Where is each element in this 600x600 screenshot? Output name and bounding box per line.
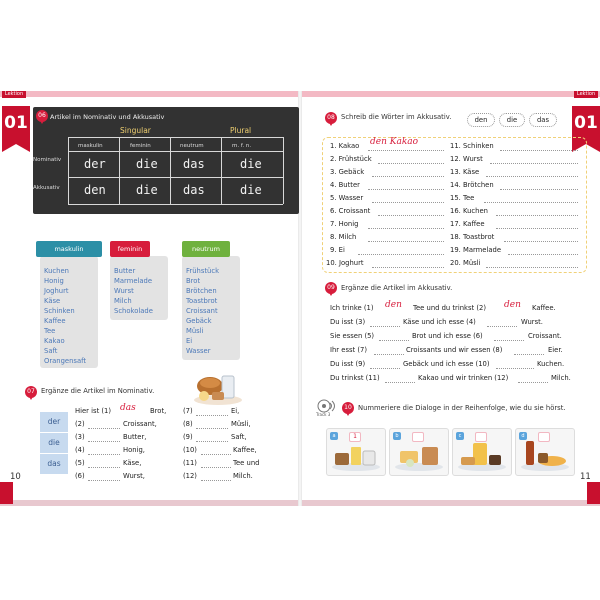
noun-item: Wasser <box>186 347 211 355</box>
col-feminin: feminin <box>130 143 151 149</box>
ex07-item-2-tail: Croissant, <box>123 420 157 428</box>
track-label: Track 3 <box>316 412 331 417</box>
ex09-line-3c: Croissant. <box>528 332 562 340</box>
ex09-line-6c: Milch. <box>551 374 571 382</box>
breakfast-illustration <box>192 366 244 406</box>
col-neutrum: neutrum <box>180 143 204 149</box>
corner-flag-right <box>587 482 600 504</box>
picture-label: b <box>393 432 401 440</box>
noun-item: Croissant <box>186 307 218 315</box>
noun-item: Honig <box>44 277 64 285</box>
col-plural: m. f. n. <box>232 143 252 149</box>
noun-item: Marmelade <box>114 277 153 285</box>
ex08-word: 14. Brötchen <box>450 181 494 189</box>
ex09-line-4b: Croissants und wir essen (8) <box>406 346 503 354</box>
ex08-word: 9. Ei <box>330 246 345 254</box>
ex07-item-2: (2) <box>75 420 85 428</box>
noun-item: Frühstück <box>186 267 220 275</box>
ex08-word: 7. Honig <box>330 220 359 228</box>
noun-item: Müsli <box>186 327 204 335</box>
answer-line[interactable] <box>368 150 444 151</box>
ex07-item-11: (11) <box>183 459 197 467</box>
ex09-line-2b: Käse und ich esse (4) <box>403 318 476 326</box>
picture-label: a <box>330 432 338 440</box>
answer-line[interactable] <box>370 368 400 369</box>
ex09-line-2a: Du isst (3) <box>330 318 366 326</box>
picture-label: d <box>519 432 527 440</box>
answer-line[interactable] <box>486 267 578 268</box>
answer-line[interactable] <box>88 480 120 481</box>
exercise-06-title: Artikel im Nominativ und Akkusativ <box>50 113 165 121</box>
answer-line[interactable] <box>372 176 444 177</box>
answer-line[interactable] <box>196 428 228 429</box>
ex07-item-5: (5) <box>75 459 85 467</box>
audio-track-icon[interactable] <box>316 399 338 416</box>
noun-item: Saft <box>44 347 58 355</box>
exercise-08-instruction: Schreib die Wörter im Akkusativ. <box>341 113 452 121</box>
answer-line[interactable] <box>196 415 228 416</box>
answer-line[interactable] <box>372 267 444 268</box>
left-bottom-bar <box>0 500 298 506</box>
breakfast-drawing-c <box>453 429 511 475</box>
neutrum-ribbon: neutrum <box>182 241 230 257</box>
noun-item: Kuchen <box>44 267 69 275</box>
ex08-word: 15. Tee <box>450 194 475 202</box>
ex07-item-3-tail: Butter, <box>123 433 147 441</box>
page-number-right: 11 <box>580 472 591 482</box>
noun-item: Brot <box>186 277 201 285</box>
plural-label: Plural <box>230 126 252 135</box>
ex07-item-9-tail: Saft, <box>231 433 247 441</box>
noun-item: Orangensaft <box>44 357 87 365</box>
chalk-line <box>68 137 69 204</box>
answer-line[interactable] <box>496 228 578 229</box>
answer-line[interactable] <box>358 254 444 255</box>
ex09-line-5c: Kuchen. <box>537 360 565 368</box>
exercise-08-pin: 08 <box>325 112 337 124</box>
ex09-line-5a: Du isst (9) <box>330 360 366 368</box>
breakfast-drawing-a <box>327 429 385 475</box>
ex09-line-3a: Sie essen (5) <box>330 332 375 340</box>
answer-line[interactable] <box>196 441 228 442</box>
ex08-word: 19. Marmelade <box>450 246 502 254</box>
noun-item: Joghurt <box>44 287 69 295</box>
answer-line[interactable] <box>374 354 404 355</box>
ex07-item-8: (8) <box>183 420 193 428</box>
ex08-word: 12. Wurst <box>450 155 483 163</box>
ex08-word: 17. Kaffee <box>450 220 485 228</box>
ex07-item-11-tail: Tee und <box>233 459 260 467</box>
akk-feminin: die <box>136 183 158 197</box>
answer-line[interactable] <box>378 163 444 164</box>
lektion-tag-left: Lektion <box>2 91 26 98</box>
ex07-item-6-tail: Wurst, <box>123 472 145 480</box>
ex09-line-4a: Ihr esst (7) <box>330 346 367 354</box>
answer-line[interactable] <box>514 354 544 355</box>
singular-label: Singular <box>120 126 151 135</box>
left-top-bar <box>0 91 298 97</box>
answer-line[interactable] <box>88 454 120 455</box>
ex07-item-10: (10) <box>183 446 197 454</box>
dialog-picture-b <box>389 428 449 476</box>
answer-line[interactable] <box>368 189 444 190</box>
breakfast-drawing-d <box>516 429 574 475</box>
lektion-tag-right: Lektion <box>574 91 598 98</box>
ex09-line-1b: Tee und du trinkst (2) <box>413 304 486 312</box>
ex07-example-answer: das <box>120 403 136 413</box>
answer-line[interactable] <box>385 382 415 383</box>
row-akkusativ: Akkusativ <box>33 185 60 191</box>
exercise-06-pin: 06 <box>36 110 48 122</box>
noun-item: Brötchen <box>186 287 217 295</box>
nom-plural: die <box>240 157 262 171</box>
chalk-line <box>68 137 283 138</box>
answer-line[interactable] <box>201 480 231 481</box>
noun-item: Milch <box>114 297 132 305</box>
noun-item: Gebäck <box>186 317 212 325</box>
answer-line[interactable] <box>370 326 400 327</box>
ex08-example-answer: den Kakao <box>370 137 419 147</box>
ex07-item-10-tail: Kaffee, <box>233 446 257 454</box>
corner-flag-left <box>0 482 13 504</box>
ex07-item-1-tail: Brot, <box>150 407 167 415</box>
chip-den: den <box>467 113 495 127</box>
answer-line[interactable] <box>500 150 578 151</box>
ex07-item-5-tail: Käse, <box>123 459 142 467</box>
nom-feminin: die <box>136 157 158 171</box>
ex08-word: 4. Butter <box>330 181 360 189</box>
exercise-09-pin: 09 <box>325 282 337 294</box>
ex08-word: 8. Milch <box>330 233 357 241</box>
noun-item: Ei <box>186 337 193 345</box>
ex07-item-6: (6) <box>75 472 85 480</box>
answer-line[interactable] <box>378 215 444 216</box>
ex07-item-3: (3) <box>75 433 85 441</box>
akk-neutrum: das <box>183 183 205 197</box>
ex08-word: 16. Kuchen <box>450 207 488 215</box>
ex07-item-4-tail: Honig, <box>123 446 145 454</box>
nom-neutrum: das <box>183 157 205 171</box>
answer-line[interactable] <box>504 241 578 242</box>
lesson-number-left: 01 <box>2 106 30 144</box>
col-maskulin: maskulin <box>78 143 103 149</box>
ex08-word: 18. Toastbrot <box>450 233 495 241</box>
ex07-item-12: (12) <box>183 472 197 480</box>
answer-line[interactable] <box>379 340 409 341</box>
ex09-line-6a: Du trinkst (11) <box>330 374 380 382</box>
right-top-bar <box>302 91 600 97</box>
ex09-line-6b: Kakao und wir trinken (12) <box>418 374 509 382</box>
answer-line[interactable] <box>372 202 444 203</box>
answer-line[interactable] <box>88 428 120 429</box>
noun-item: Schinken <box>44 307 75 315</box>
ex09-line-2c: Wurst. <box>521 318 543 326</box>
noun-item: Kakao <box>44 337 65 345</box>
akk-plural: die <box>240 183 262 197</box>
answer-line[interactable] <box>490 163 578 164</box>
noun-item: Wurst <box>114 287 134 295</box>
chalk-line <box>119 137 120 204</box>
breakfast-drawing-b <box>390 429 448 475</box>
nom-maskulin: der <box>84 157 106 171</box>
chalk-line <box>68 177 283 178</box>
chalk-line <box>68 151 283 152</box>
maskulin-ribbon: maskulin <box>36 241 102 257</box>
ex07-item-1: Hier ist (1) <box>75 407 112 415</box>
answer-line[interactable] <box>368 241 444 242</box>
noun-item: Käse <box>44 297 61 305</box>
picture-answer: 1 <box>353 433 357 440</box>
answer-line[interactable] <box>508 254 578 255</box>
answer-line[interactable] <box>486 176 578 177</box>
answer-line[interactable] <box>201 467 231 468</box>
ex07-item-7-tail: Ei, <box>231 407 240 415</box>
chip-das: das <box>529 113 557 127</box>
dialog-picture-d <box>515 428 575 476</box>
exercise-07-instruction: Ergänze die Artikel im Nominativ. <box>41 387 155 395</box>
lesson-number-right: 01 <box>572 106 600 144</box>
ex07-item-4: (4) <box>75 446 85 454</box>
ex08-word: 6. Croissant <box>330 207 371 215</box>
ex08-word: 20. Müsli <box>450 259 481 267</box>
ex09-line-4c: Eier. <box>548 346 563 354</box>
exercise-07-pin: 07 <box>25 386 37 398</box>
answer-line[interactable] <box>487 326 517 327</box>
answer-line[interactable] <box>500 189 578 190</box>
chip-die: die <box>499 113 525 127</box>
feminin-ribbon: feminin <box>110 241 150 257</box>
answer-line[interactable] <box>494 340 524 341</box>
ex09-line-3b: Brot und ich esse (6) <box>412 332 483 340</box>
ex08-word: 1. Kakao <box>330 142 360 150</box>
ex09-example-answer-1: den <box>385 300 402 310</box>
chalk-line <box>68 204 283 205</box>
answer-line[interactable] <box>496 215 578 216</box>
ex08-word: 11. Schinken <box>450 142 494 150</box>
answer-line[interactable] <box>518 382 548 383</box>
ex09-line-1c: Kaffee. <box>532 304 556 312</box>
noun-item: Butter <box>114 267 136 275</box>
ex07-item-12-tail: Milch. <box>233 472 253 480</box>
ex08-word: 2. Frühstück <box>330 155 372 163</box>
article-box-das: das <box>40 454 68 474</box>
chalk-line <box>170 137 171 204</box>
answer-line[interactable] <box>484 202 578 203</box>
page-number-left: 10 <box>10 472 21 482</box>
article-box-der: der <box>40 412 68 432</box>
ex07-item-8-tail: Müsli, <box>231 420 251 428</box>
ex08-word: 3. Gebäck <box>330 168 365 176</box>
ex07-item-7: (7) <box>183 407 193 415</box>
dialog-picture-c <box>452 428 512 476</box>
row-nominativ: Nominativ <box>33 157 62 163</box>
ex09-line-1a: Ich trinke (1) <box>330 304 374 312</box>
answer-line[interactable] <box>88 467 120 468</box>
answer-line[interactable] <box>201 454 231 455</box>
ex08-word: 13. Käse <box>450 168 480 176</box>
noun-item: Toastbrot <box>186 297 218 305</box>
picture-label: c <box>456 432 464 440</box>
article-box-die: die <box>40 433 68 453</box>
ex08-word: 5. Wasser <box>330 194 364 202</box>
exercise-10-pin: 10 <box>342 402 354 414</box>
chalk-line <box>221 137 222 204</box>
dialog-picture-a <box>326 428 386 476</box>
noun-item: Schokolade <box>114 307 153 315</box>
answer-line[interactable] <box>368 228 444 229</box>
right-bottom-bar <box>302 500 600 506</box>
ex09-example-answer-2: den <box>504 300 521 310</box>
akk-maskulin: den <box>84 183 106 197</box>
chalk-line <box>283 137 284 204</box>
noun-item: Tee <box>44 327 56 335</box>
ex09-line-5b: Gebäck und ich esse (10) <box>403 360 490 368</box>
answer-line[interactable] <box>496 368 534 369</box>
ex07-item-9: (9) <box>183 433 193 441</box>
exercise-09-instruction: Ergänze die Artikel im Akkusativ. <box>341 284 453 292</box>
noun-item: Kaffee <box>44 317 66 325</box>
exercise-10-instruction: Nummeriere die Dialoge in der Reihenfolge, wie du sie hörst. <box>358 404 566 412</box>
answer-line[interactable] <box>88 441 120 442</box>
ex08-word: 10. Joghurt <box>326 259 364 267</box>
